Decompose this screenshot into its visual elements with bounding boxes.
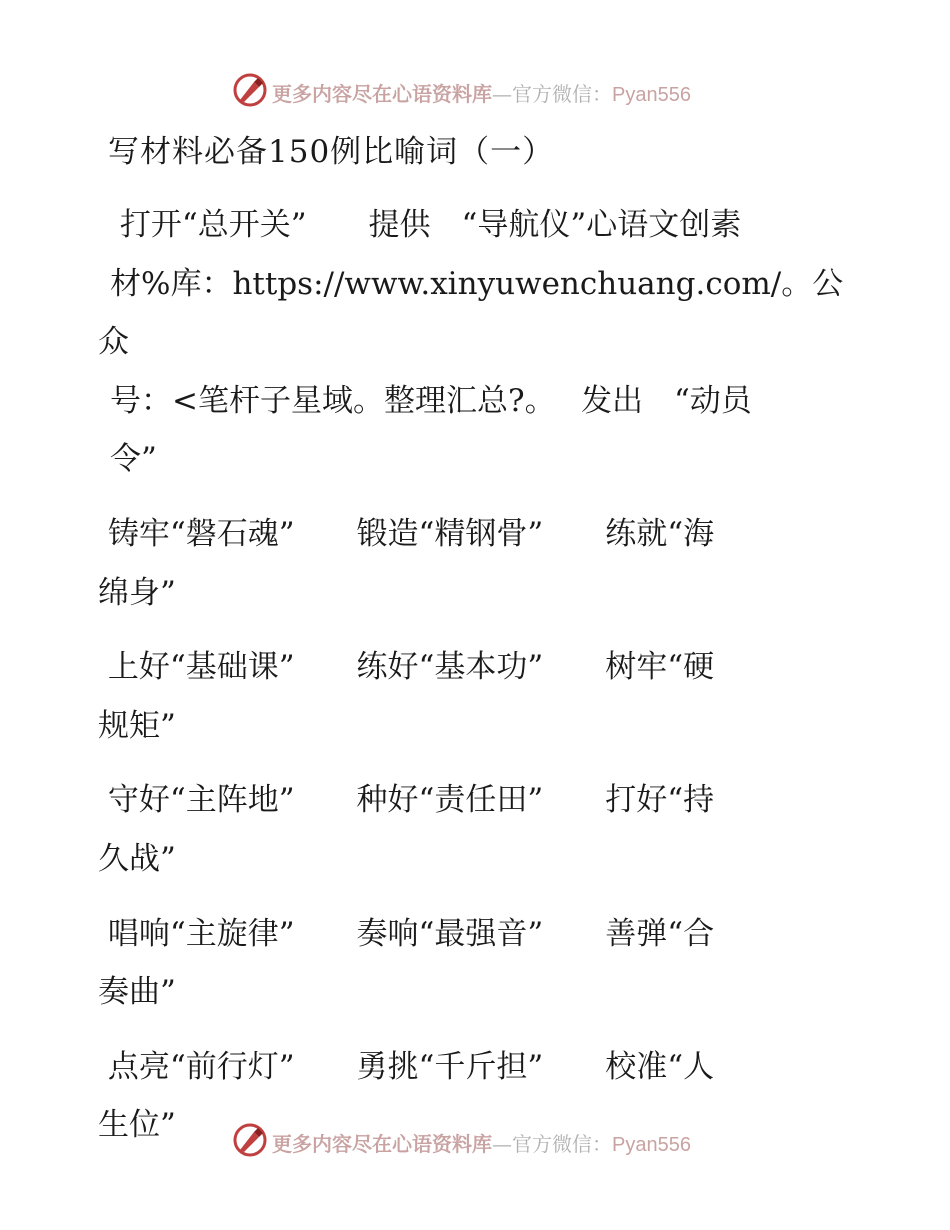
line-text: 打开“总开关” 提供 “导航仪”心语文创素: [110, 207, 742, 243]
banner-text: [272, 1128, 691, 1157]
phrase-paragraph: [98, 196, 858, 489]
text-line: [98, 196, 858, 255]
line-text: 久战”: [98, 840, 176, 877]
phrase-paragraph: [98, 771, 858, 888]
line-text: 守好“主阵地” 种好“责任田” 打好“持: [98, 782, 715, 819]
document-title: 写材料必备150例比喻词（一）: [108, 134, 555, 170]
line-text: 唱响“主旋律” 奏响“最强音” 善弹“合: [98, 915, 715, 952]
pen-logo-icon: [232, 1122, 268, 1158]
text-line: [98, 372, 858, 431]
banner-slogan: 更多内容尽在心语资料库: [272, 82, 492, 106]
banner-wechat-id: Pyan556: [612, 1134, 691, 1156]
text-line: [98, 564, 858, 623]
text-line: [98, 430, 858, 489]
line-text: 奏曲”: [98, 974, 176, 1011]
text-line: [98, 697, 858, 756]
banner-wechat-label: —官方微信：: [492, 82, 612, 106]
banner-text: [272, 78, 691, 107]
text-line: [98, 638, 858, 697]
document-body: [98, 196, 858, 1171]
phrase-paragraph: [98, 638, 858, 755]
text-line: [98, 255, 858, 372]
pen-logo-icon: [232, 72, 268, 108]
text-line: [98, 1038, 858, 1097]
banner-slogan: 更多内容尽在心语资料库: [272, 1132, 492, 1156]
banner-wechat-id: Pyan556: [612, 84, 691, 106]
line-text: 规矩”: [98, 707, 176, 744]
text-line: [98, 771, 858, 830]
header-banner: [0, 70, 950, 110]
line-text: 绵身”: [98, 574, 176, 611]
footer-banner: [0, 1120, 950, 1160]
line-text: 上好“基础课” 练好“基本功” 树牢“硬: [98, 649, 715, 686]
text-line: [98, 905, 858, 964]
phrase-paragraph: [98, 905, 858, 1022]
line-text: 铸牢“磐石魂” 锻造“精钢骨” 练就“海: [98, 515, 715, 552]
line-text: 生位”: [98, 1107, 176, 1144]
line-text: 材%库：https://www.xinyuwenchuang.com/。公众: [98, 265, 844, 361]
line-text: 点亮“前行灯” 勇挑“千斤担” 校准“人: [98, 1048, 715, 1085]
line-text: 令”: [110, 441, 157, 478]
text-line: [98, 963, 858, 1022]
line-text: 号：<笔杆子星域。整理汇总?。 发出 “动员: [110, 382, 752, 419]
banner-wechat-label: —官方微信：: [492, 1132, 612, 1156]
text-line: [98, 830, 858, 889]
text-line: [98, 505, 858, 564]
phrase-paragraph: [98, 505, 858, 622]
